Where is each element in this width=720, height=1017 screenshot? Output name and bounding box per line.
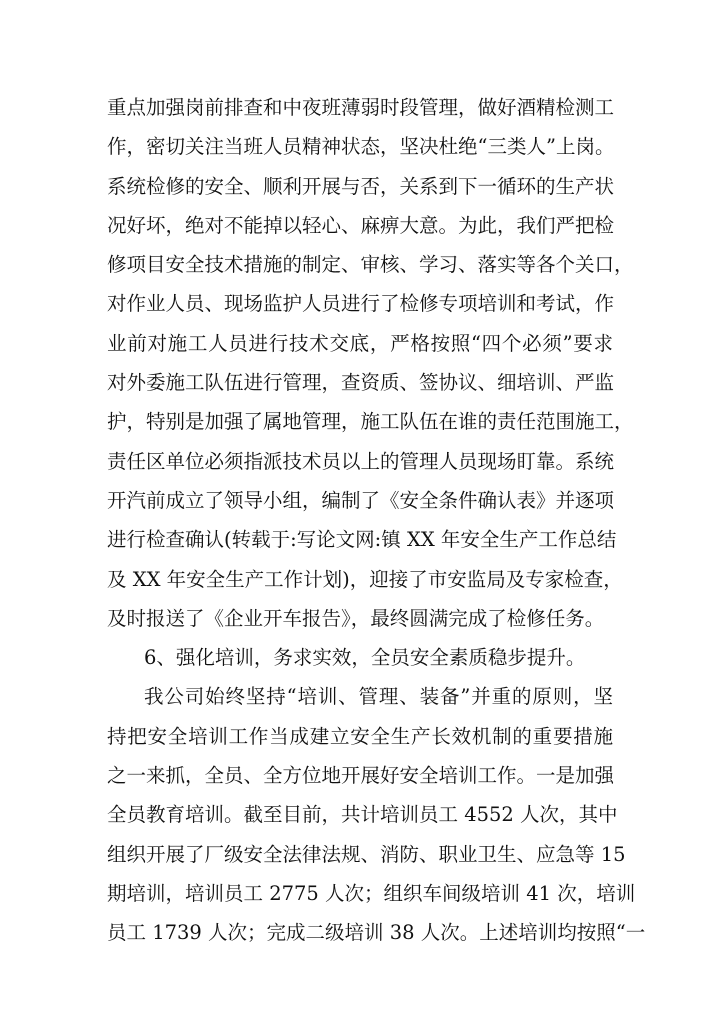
- text-line: 对外委施工队伍进行管理，查资质、签协议、细培训、严监: [107, 371, 615, 395]
- text-line: 员工 1739 人次；完成二级培训 38 人次。上述培训均按照“一: [107, 921, 646, 945]
- text-line: 我公司始终坚持“培训、管理、装备”并重的原则，坚: [144, 685, 613, 709]
- text-line: 之一来抓，全员、全方位地开展好安全培训工作。一是加强: [107, 764, 615, 788]
- text-line: 及 XX 年安全生产工作计划)，迎接了市安监局及专家检查，: [107, 567, 623, 591]
- text-line: 开汽前成立了领导小组，编制了《安全条件确认表》并逐项: [107, 488, 615, 512]
- text-line: 修项目安全技术措施的制定、审核、学习、落实等各个关口，: [107, 253, 634, 277]
- text-line: 期培训，培训员工 2775 人次；组织车间级培训 41 次，培训: [107, 881, 636, 905]
- text-line: 责任区单位必须指派技术员以上的管理人员现场盯靠。系统: [107, 449, 615, 473]
- document-body: [107, 88, 646, 953]
- text-line: 重点加强岗前排查和中夜班薄弱时段管理，做好酒精检测工: [107, 96, 615, 119]
- text-line: 组织开展了厂级安全法律法规、消防、职业卫生、应急等 15: [107, 842, 626, 866]
- text-line: 及时报送了《企业开车报告》，最终圆满完成了检修任务。: [107, 606, 605, 630]
- text-line: 业前对施工人员进行技术交底，严格按照“四个必须”要求: [107, 331, 613, 355]
- text-line: 作，密切关注当班人员精神状态，坚决杜绝“三类人”上岗。: [107, 135, 615, 159]
- text-line: 系统检修的安全、顺利开展与否，关系到下一循环的生产状: [107, 174, 615, 198]
- text-line: 对作业人员、现场监护人员进行了检修专项培训和考试，作: [107, 292, 615, 316]
- text-line: 况好坏，绝对不能掉以轻心、麻痹大意。为此，我们严把检: [107, 213, 615, 237]
- section-heading: 6、强化培训，务求实效，全员安全素质稳步提升。: [144, 646, 586, 670]
- text-line: 护，特别是加强了属地管理，施工队伍在谁的责任范围施工，: [107, 410, 634, 434]
- text-line: 进行检查确认(转载于:写论文网:镇 XX 年安全生产工作总结: [107, 528, 617, 552]
- text-line: 全员教育培训。截至目前，共计培训员工 4552 人次，其中: [107, 803, 618, 827]
- text-line: 持把安全培训工作当成建立安全生产长效机制的重要措施: [107, 724, 613, 748]
